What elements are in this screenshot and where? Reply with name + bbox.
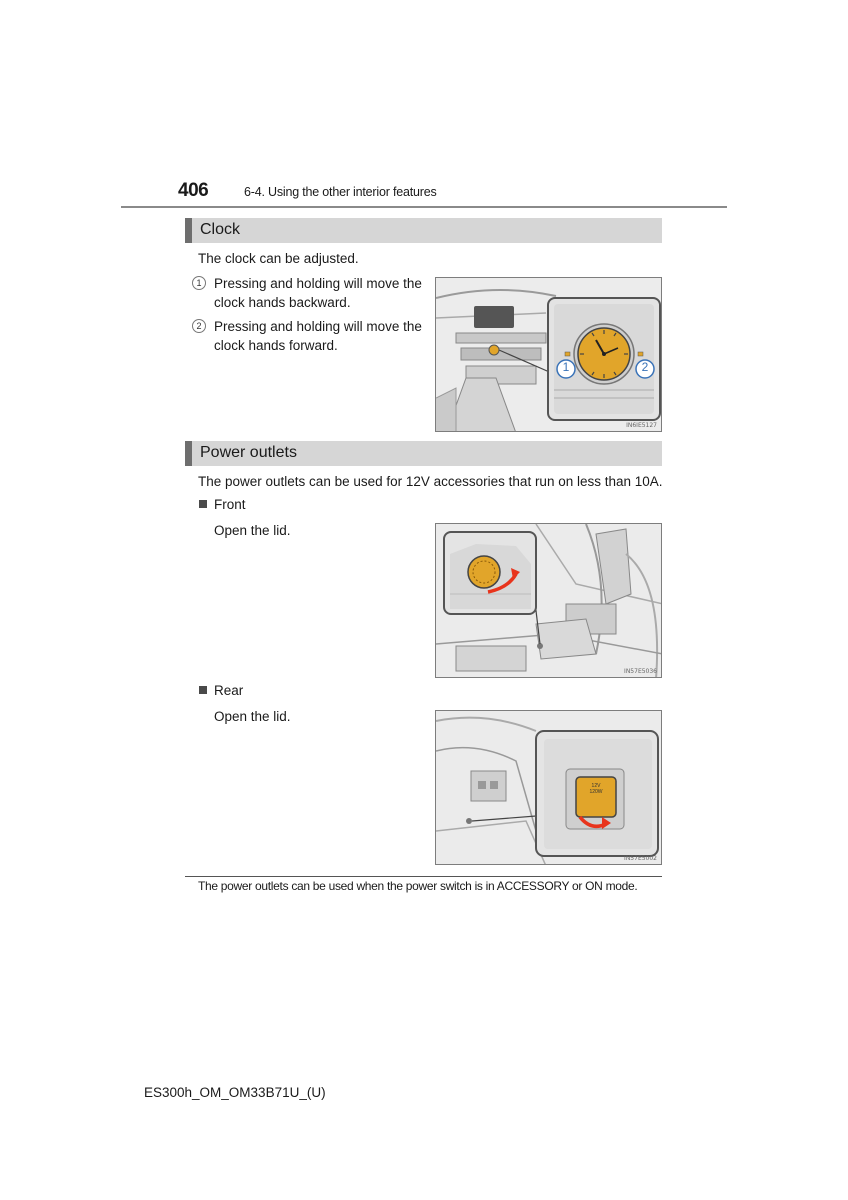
rear-bullet [199,686,207,694]
clock-intro: The clock can be adjusted. [198,251,359,266]
rear-console-illustration [436,711,662,865]
step-2-marker: 2 [192,319,206,333]
front-instruction: Open the lid. [214,523,291,538]
outlet-label [576,783,616,795]
step-1-marker: 1 [192,276,206,290]
header-divider [121,206,727,208]
page-number: 406 [178,180,209,201]
power-outlets-intro: The power outlets can be used for 12V accessories that run on less than 10A. [198,474,663,489]
outlet-label-wattage: 120W [589,789,603,795]
power-outlets-section-title: Power outlets [200,444,297,461]
breadcrumb: 6-4. Using the other interior features [244,185,437,199]
callout-1: 1 [562,360,570,374]
front-heading: Front [214,497,246,512]
front-outlet-figure [435,523,662,678]
front-bullet [199,500,207,508]
outlet-label-voltage: 12V [591,783,601,789]
clock-figure [435,277,662,432]
document-code: ES300h_OM_OM33B71U_(U) [144,1085,326,1100]
step-2-line-2: clock hands forward. [214,338,338,353]
rear-outlet-figure [435,710,662,865]
step-2-text [214,317,425,355]
footnote-divider [185,876,662,877]
callout-2: 2 [641,360,649,374]
clock-section-header [185,218,662,243]
rear-heading: Rear [214,683,244,698]
footnote: The power outlets can be used when the power switch is in ACCESSORY or ON mode. [198,879,638,893]
dashboard-illustration [436,278,662,432]
step-2-line-1: Pressing and holding will move the [214,319,422,334]
rear-figure-code: IN57E5002 [624,855,657,862]
front-figure-code: IN57E5036 [624,668,657,675]
front-console-illustration [436,524,662,678]
clock-section-title: Clock [200,221,241,238]
power-outlets-section-header [185,441,662,466]
rear-instruction: Open the lid. [214,709,291,724]
step-1-line-2: clock hands backward. [214,295,351,310]
step-1-text [214,274,425,312]
step-1-line-1: Pressing and holding will move the [214,276,422,291]
clock-figure-code: IN6IE5127 [626,422,657,429]
